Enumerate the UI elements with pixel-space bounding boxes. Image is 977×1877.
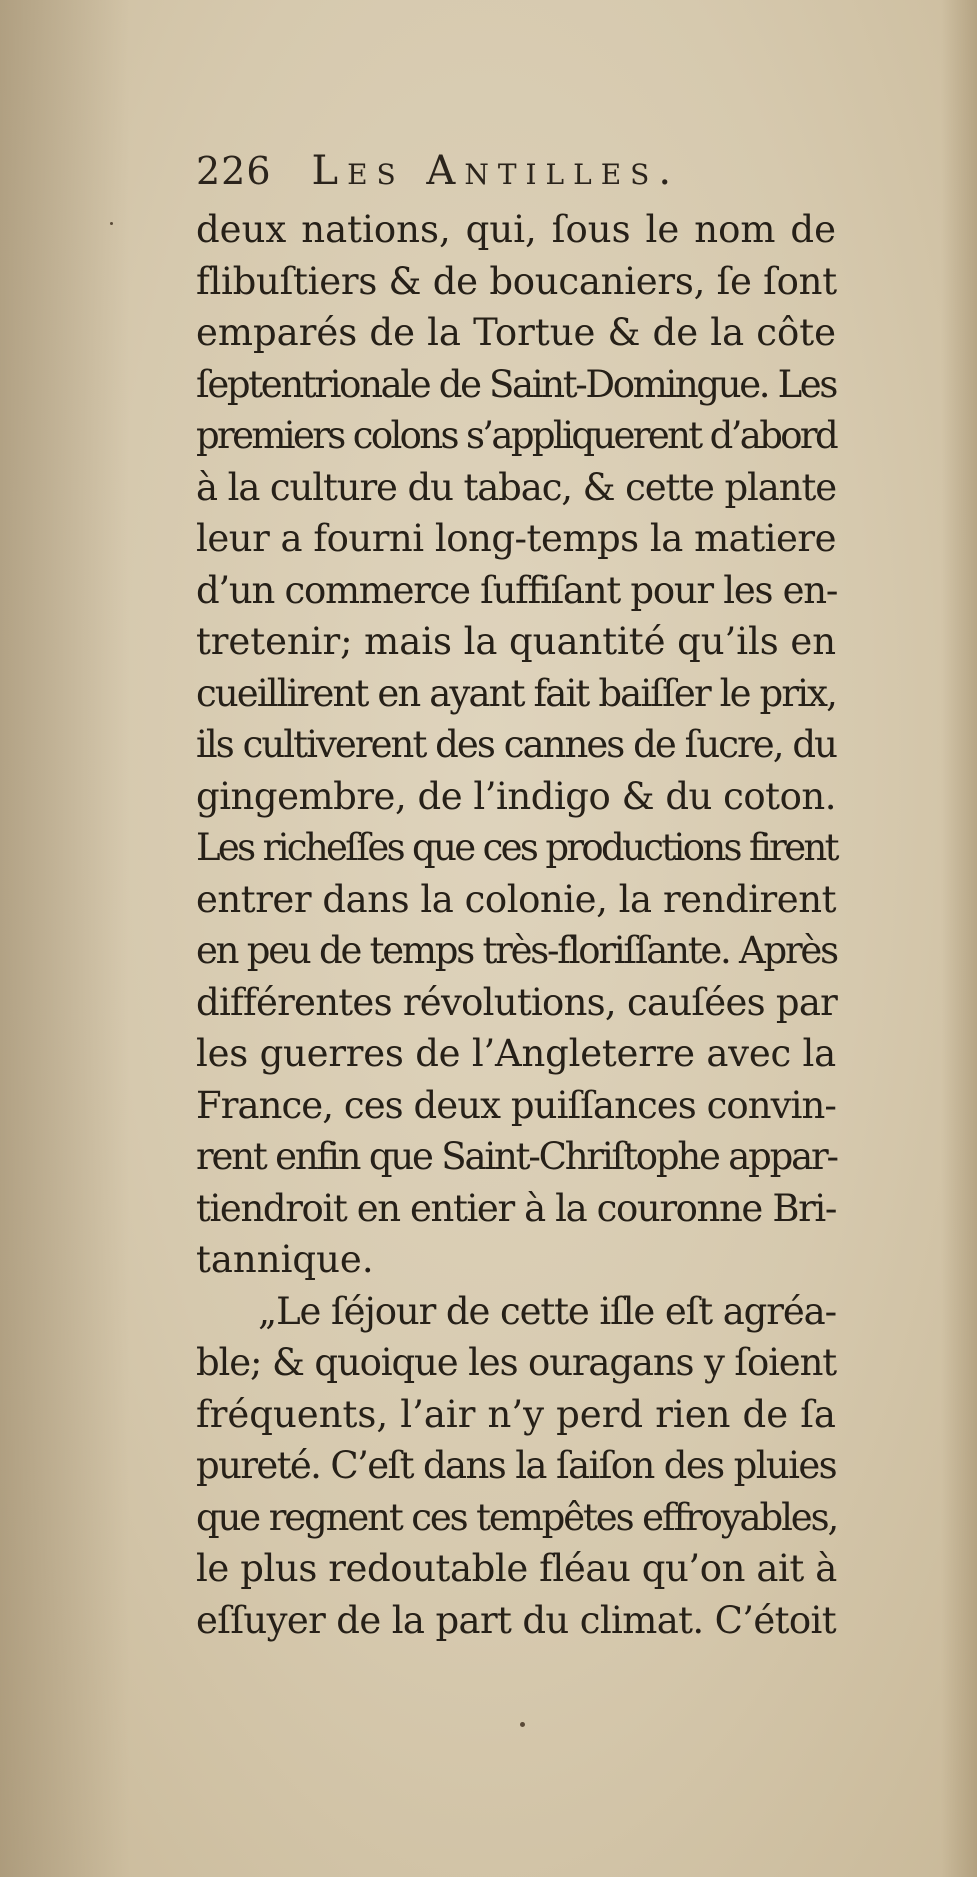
text-line: fréquents, l’air n’y perd rien de ſa bbox=[196, 1392, 836, 1436]
paper-speck bbox=[520, 1722, 525, 1727]
text-line: ble; & quoique les ouragans y ſoient bbox=[196, 1341, 836, 1384]
text-line: France, ces deux puiſſances convin- bbox=[196, 1083, 836, 1127]
text-line: leur a fourni long-temps la matiere bbox=[196, 517, 836, 560]
text-line: emparés de la Tortue & de la côte bbox=[196, 311, 836, 354]
text-line: en peu de temps très-floriſſante. Après bbox=[196, 929, 837, 972]
text-line: cueillirent en ayant fait baiſſer le prix, bbox=[196, 671, 836, 715]
text-line: ils cultiverent des cannes de ſucre, du bbox=[196, 723, 836, 766]
text-line: à la culture du tabac, & cette plante bbox=[196, 465, 836, 509]
running-title: Les Antilles. bbox=[311, 148, 681, 194]
paragraph-start-line: „Le ſéjour de cette iſle eſt agréa- bbox=[258, 1289, 836, 1333]
text-line: ſeptentrionale de Saint-Domingue. Les bbox=[196, 362, 836, 406]
text-line: premiers colons s’appliquerent d’abord bbox=[196, 414, 836, 457]
text-line: pureté. C’eſt dans la ſaiſon des pluies bbox=[196, 1444, 836, 1487]
text-line: que regnent ces tempêtes effroyables, bbox=[196, 1495, 838, 1539]
running-header bbox=[196, 148, 836, 208]
gutter-shadow bbox=[0, 0, 130, 1877]
text-line: différentes révolutions, cauſées par bbox=[196, 980, 838, 1024]
text-line: flibuſtiers & de boucaniers, ſe ſont bbox=[196, 259, 837, 303]
text-line: deux nations, qui, ſous le nom de bbox=[196, 208, 836, 251]
text-line: tiendroit en entier à la couronne Bri- bbox=[196, 1186, 837, 1230]
body-text bbox=[196, 204, 976, 1646]
text-line: tretenir; mais la quantité qu’ils en bbox=[196, 620, 836, 663]
text-line: Les richeſſes que ces productions firent bbox=[196, 826, 837, 869]
text-line: les guerres de l’Angleterre avec la bbox=[196, 1032, 836, 1075]
text-line: eſſuyer de la part du climat. C’étoit bbox=[196, 1598, 836, 1642]
paper-speck bbox=[110, 222, 113, 225]
text-line: entrer dans la colonie, la rendirent bbox=[196, 877, 836, 921]
page-number: 226 bbox=[196, 149, 272, 193]
text-line: rent enfin que Saint-Chriſtophe appar- bbox=[196, 1135, 837, 1178]
text-line: tannique. bbox=[196, 1238, 374, 1281]
text-line: d’un commerce ſuffiſant pour les en- bbox=[196, 568, 838, 612]
text-line: gingembre, de l’indigo & du coton. bbox=[196, 774, 836, 818]
text-line: le plus redoutable fléau qu’on ait à bbox=[196, 1547, 837, 1590]
